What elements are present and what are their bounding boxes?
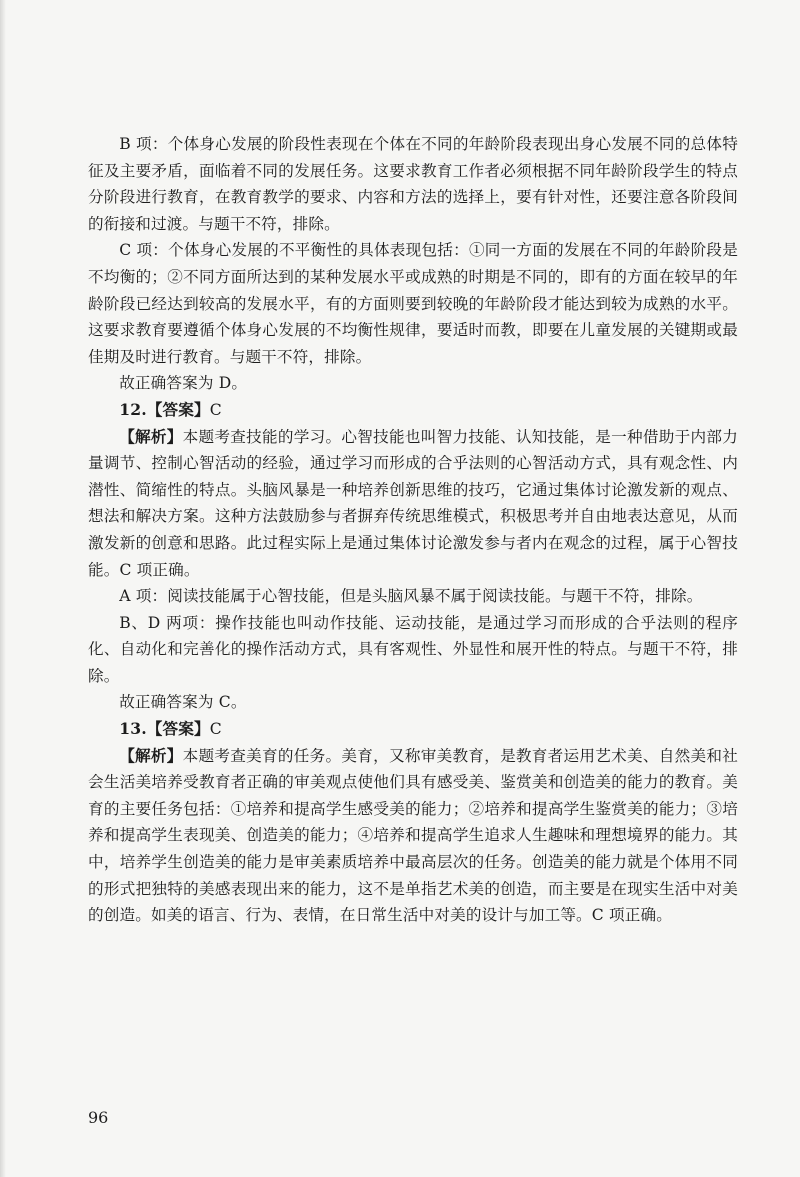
paragraph-text: 故正确答案为 C。 [119,693,247,712]
page-binding-shadow [0,0,6,1177]
paragraph-answer-13 [88,716,738,743]
answer-value: C [209,400,222,419]
paragraph-bd-option-12 [88,610,738,690]
answer-label: 12.【答案】 [119,399,210,419]
paragraph-text: A 项：阅读技能属于心智技能，但是头脑风暴不属于阅读技能。与题干不符，排除。 [119,587,703,606]
paragraph-text: B 项：个体身心发展的阶段性表现在个体在不同的年龄阶段表现出身心发展不同的总体特征及主要矛盾，面临着不同的发展任务。这要求教育工作者必须根据不同年龄阶段学生的特点分阶段进行教育，在教育教学的要求、内容和方法的选择上，要有针对性，还要注意各阶段间的衔接和过渡。与题干不符，排除。 [88,135,738,233]
paragraph-text: C 项：个体身心发展的不平衡性的具体表现包括：①同一方面的发展在不同的年龄阶段是不均衡的；②不同方面所达到的某种发展水平或成熟的时期是不同的，即有的方面在较早的年龄阶段已经达到较高的发展水平，有的方面则要到较晚的年龄阶段才能达到较为成熟的水平。这要求教育要遵循个体身心发展的不均衡性规律，要适时而教，即要在儿童发展的关键期或最佳期及时进行教育。与题干不符，排除。 [88,241,738,366]
paragraph-text: 故正确答案为 D。 [119,374,248,393]
paragraph-c-option [88,237,738,370]
document-body [88,131,738,929]
answer-value: C [209,720,222,739]
analysis-label: 【解析】 [119,745,183,765]
paragraph-analysis-13 [88,743,738,929]
paragraph-text: 本题考查技能的学习。心智技能也叫智力技能、认知技能，是一种借助于内部力量调节、控制心智活动的经验，通过学习而形成的合乎法则的心智活动方式，具有观念性、内潜性、简缩性的特点。头脑风暴是一种培养创新思维的技巧，它通过集体讨论激发新的观点、想法和解决方案。这种方法鼓励参与者摒弃传统思维模式，积极思考并自由地表达意见，从而激发新的创意和思路。此过程实际上是通过集体讨论激发参与者内在观念的过程，属于心智技能。C 项正确。 [88,427,738,579]
paragraph-conclusion-11 [88,370,738,397]
paragraph-text: 本题考查美育的任务。美育，又称审美教育，是教育者运用艺术美、自然美和社会生活美培养受教育者正确的审美观点使他们具有感受美、鉴赏美和创造美的能力的教育。美育的主要任务包括：①培养和提高学生感受美的能力；②培养和提高学生鉴赏美的能力；③培养和提高学生表现美、创造美的能力；④培养和提高学生追求人生趣味和理想境界的能力。其中，培养学生创造美的能力是审美素质培养中最高层次的任务。创造美的能力就是个体用不同的形式把独特的美感表现出来的能力，这不是单指艺术美的创造，而主要是在现实生活中对美的创造。如美的语言、行为、表情，在日常生活中对美的设计与加工等。C 项正确。 [88,746,738,925]
paragraph-a-option-12 [88,583,738,610]
answer-label: 13.【答案】 [119,719,210,739]
paragraph-conclusion-12 [88,689,738,716]
page-number: 96 [88,1108,109,1127]
paragraph-analysis-12 [88,424,738,584]
paragraph-text: B、D 两项：操作技能也叫动作技能、运动技能，是通过学习而形成的合乎法则的程序化、自动化和完善化的操作活动方式，具有客观性、外显性和展开性的特点。与题干不符，排除。 [88,613,738,685]
paragraph-answer-12 [88,397,738,424]
paragraph-b-option [88,131,738,237]
analysis-label: 【解析】 [119,426,183,446]
